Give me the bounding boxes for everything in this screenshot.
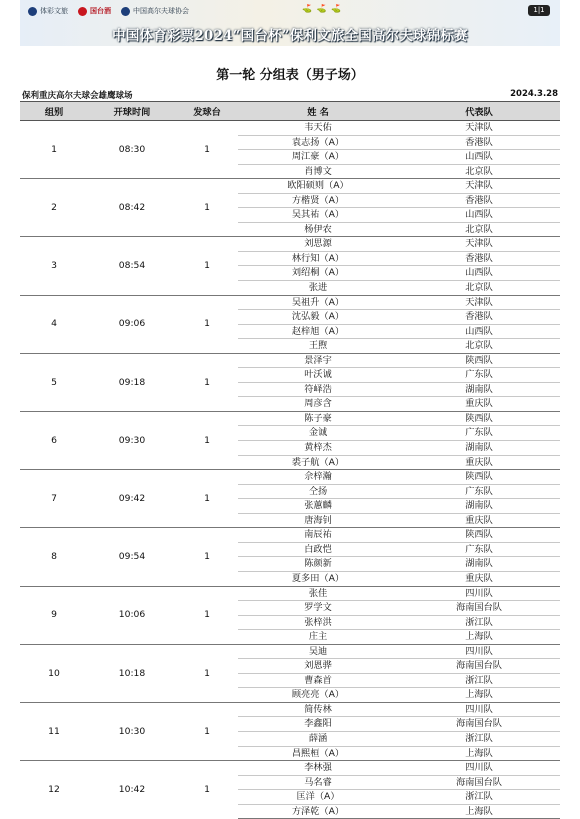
player-name-cell: 唐海钊 bbox=[238, 513, 398, 528]
team-cell: 重庆队 bbox=[398, 571, 560, 586]
player-name-cell: 吴祖升（A） bbox=[238, 295, 398, 310]
team-cell: 上海队 bbox=[398, 630, 560, 645]
schedule-table bbox=[20, 101, 560, 819]
group-cell: 5 bbox=[20, 353, 88, 411]
team-cell: 香港队 bbox=[398, 135, 560, 150]
player-name-cell: 陈子豪 bbox=[238, 411, 398, 426]
player-name-cell: 黄梓杰 bbox=[238, 441, 398, 456]
group-cell: 3 bbox=[20, 237, 88, 295]
player-name-cell: 夏多田（A） bbox=[238, 571, 398, 586]
team-cell: 香港队 bbox=[398, 251, 560, 266]
player-name-cell: 景泽宇 bbox=[238, 353, 398, 368]
group-cell: 10 bbox=[20, 644, 88, 702]
tee-cell: 1 bbox=[176, 644, 238, 702]
player-name-cell: 庄主 bbox=[238, 630, 398, 645]
player-name-cell: 李鑫阳 bbox=[238, 717, 398, 732]
tee-cell: 1 bbox=[176, 528, 238, 586]
table-row bbox=[20, 761, 560, 776]
player-name-cell: 周彦含 bbox=[238, 397, 398, 412]
group-cell: 12 bbox=[20, 761, 88, 819]
team-cell: 香港队 bbox=[398, 193, 560, 208]
column-header-team: 代表队 bbox=[398, 102, 560, 121]
sponsor-logo: 中国高尔夫球协会 bbox=[121, 6, 189, 16]
group-cell: 8 bbox=[20, 528, 88, 586]
team-cell: 陕西队 bbox=[398, 353, 560, 368]
player-name-cell: 杨伊农 bbox=[238, 222, 398, 237]
team-cell: 广东队 bbox=[398, 426, 560, 441]
team-cell: 重庆队 bbox=[398, 397, 560, 412]
tee-time-cell: 09:54 bbox=[88, 528, 176, 586]
team-cell: 四川队 bbox=[398, 644, 560, 659]
player-name-cell: 昌熙桓（A） bbox=[238, 746, 398, 761]
column-header-time: 开球时间 bbox=[88, 102, 176, 121]
team-cell: 上海队 bbox=[398, 688, 560, 703]
group-cell: 7 bbox=[20, 470, 88, 528]
team-cell: 广东队 bbox=[398, 542, 560, 557]
tee-time-cell: 10:42 bbox=[88, 761, 176, 819]
player-name-cell: 张蕙麟 bbox=[238, 499, 398, 514]
player-name-cell: 刘思源 bbox=[238, 237, 398, 252]
team-cell: 北京队 bbox=[398, 339, 560, 354]
venue-label: 保利重庆高尔夫球会雄鹰球场 bbox=[22, 91, 133, 101]
sponsor-logos bbox=[28, 6, 189, 16]
banner-title: 中国体育彩票2024“国台杯”保利文旅全国高尔夫球锦标赛 bbox=[112, 28, 468, 44]
sponsor-logo-icon bbox=[28, 7, 37, 16]
date-label: 2024.3.28 bbox=[510, 89, 558, 99]
player-name-cell: 叶沃诚 bbox=[238, 368, 398, 383]
table-row bbox=[20, 353, 560, 368]
team-cell: 海南国台队 bbox=[398, 775, 560, 790]
player-name-cell: 吴迪 bbox=[238, 644, 398, 659]
tee-cell: 1 bbox=[176, 586, 238, 644]
tee-time-cell: 10:30 bbox=[88, 702, 176, 760]
player-name-cell: 欧阳硕则（A） bbox=[238, 179, 398, 194]
golfer-graphic-icon: ⛳ ⛳ ⛳ bbox=[302, 4, 342, 13]
group-cell: 9 bbox=[20, 586, 88, 644]
player-name-cell: 简传林 bbox=[238, 702, 398, 717]
group-cell: 2 bbox=[20, 179, 88, 237]
player-name-cell: 韦天佑 bbox=[238, 121, 398, 136]
tee-time-cell: 09:06 bbox=[88, 295, 176, 353]
tee-time-cell: 09:42 bbox=[88, 470, 176, 528]
team-cell: 浙江队 bbox=[398, 673, 560, 688]
team-cell: 陕西队 bbox=[398, 528, 560, 543]
banner-badge: 1|1 bbox=[528, 5, 550, 16]
team-cell: 湖南队 bbox=[398, 557, 560, 572]
team-cell: 山西队 bbox=[398, 150, 560, 165]
team-cell: 浙江队 bbox=[398, 615, 560, 630]
player-name-cell: 方楷贤（A） bbox=[238, 193, 398, 208]
team-cell: 天津队 bbox=[398, 179, 560, 194]
team-cell: 浙江队 bbox=[398, 731, 560, 746]
team-cell: 湖南队 bbox=[398, 499, 560, 514]
team-cell: 四川队 bbox=[398, 702, 560, 717]
tee-cell: 1 bbox=[176, 353, 238, 411]
table-row bbox=[20, 295, 560, 310]
sponsor-logo-icon bbox=[121, 7, 130, 16]
player-name-cell: 方泽乾（A） bbox=[238, 804, 398, 819]
player-name-cell: 刘绍桐（A） bbox=[238, 266, 398, 281]
tee-cell: 1 bbox=[176, 295, 238, 353]
group-cell: 11 bbox=[20, 702, 88, 760]
player-name-cell: 顾亮亮（A） bbox=[238, 688, 398, 703]
player-name-cell: 曹森首 bbox=[238, 673, 398, 688]
team-cell: 海南国台队 bbox=[398, 659, 560, 674]
player-name-cell: 罗学文 bbox=[238, 601, 398, 616]
player-name-cell: 南辰祐 bbox=[238, 528, 398, 543]
team-cell: 天津队 bbox=[398, 121, 560, 136]
tee-cell: 1 bbox=[176, 179, 238, 237]
tee-cell: 1 bbox=[176, 411, 238, 469]
team-cell: 天津队 bbox=[398, 237, 560, 252]
table-row bbox=[20, 411, 560, 426]
team-cell: 上海队 bbox=[398, 804, 560, 819]
table-row bbox=[20, 702, 560, 717]
player-name-cell: 赵梓旭（A） bbox=[238, 324, 398, 339]
team-cell: 上海队 bbox=[398, 746, 560, 761]
player-name-cell: 肖博文 bbox=[238, 164, 398, 179]
tee-cell: 1 bbox=[176, 702, 238, 760]
player-name-cell: 薛涵 bbox=[238, 731, 398, 746]
team-cell: 湖南队 bbox=[398, 382, 560, 397]
team-cell: 山西队 bbox=[398, 324, 560, 339]
column-header-name: 姓 名 bbox=[238, 102, 398, 121]
tee-time-cell: 10:06 bbox=[88, 586, 176, 644]
player-name-cell: 王煦 bbox=[238, 339, 398, 354]
event-banner bbox=[20, 0, 560, 46]
player-name-cell: 张梓洪 bbox=[238, 615, 398, 630]
table-row bbox=[20, 528, 560, 543]
schedule-body bbox=[20, 121, 560, 819]
team-cell: 浙江队 bbox=[398, 790, 560, 805]
tee-cell: 1 bbox=[176, 121, 238, 179]
table-row bbox=[20, 237, 560, 252]
tee-cell: 1 bbox=[176, 470, 238, 528]
team-cell: 香港队 bbox=[398, 310, 560, 325]
group-cell: 1 bbox=[20, 121, 88, 179]
player-name-cell: 佘梓瀚 bbox=[238, 470, 398, 485]
table-row bbox=[20, 179, 560, 194]
player-name-cell: 林行知（A） bbox=[238, 251, 398, 266]
player-name-cell: 匡洋（A） bbox=[238, 790, 398, 805]
player-name-cell: 白政恺 bbox=[238, 542, 398, 557]
team-cell: 山西队 bbox=[398, 266, 560, 281]
team-cell: 广东队 bbox=[398, 484, 560, 499]
team-cell: 重庆队 bbox=[398, 455, 560, 470]
player-name-cell: 仝扬 bbox=[238, 484, 398, 499]
player-name-cell: 金诚 bbox=[238, 426, 398, 441]
team-cell: 天津队 bbox=[398, 295, 560, 310]
column-header-tee: 发球台 bbox=[176, 102, 238, 121]
player-name-cell: 张进 bbox=[238, 281, 398, 296]
table-row bbox=[20, 121, 560, 136]
table-row bbox=[20, 470, 560, 485]
tee-time-cell: 08:54 bbox=[88, 237, 176, 295]
player-name-cell: 陈颜新 bbox=[238, 557, 398, 572]
group-cell: 4 bbox=[20, 295, 88, 353]
table-row bbox=[20, 644, 560, 659]
team-cell: 陕西队 bbox=[398, 411, 560, 426]
player-name-cell: 袁志扬（A） bbox=[238, 135, 398, 150]
tee-cell: 1 bbox=[176, 237, 238, 295]
team-cell: 陕西队 bbox=[398, 470, 560, 485]
sponsor-logo: 体彩文旅 bbox=[28, 6, 68, 16]
table-row bbox=[20, 586, 560, 601]
team-cell: 山西队 bbox=[398, 208, 560, 223]
page-title: 第一轮 分组表（男子场） bbox=[216, 68, 364, 83]
team-cell: 广东队 bbox=[398, 368, 560, 383]
player-name-cell: 吴其祐（A） bbox=[238, 208, 398, 223]
player-name-cell: 刘恩骅 bbox=[238, 659, 398, 674]
team-cell: 北京队 bbox=[398, 281, 560, 296]
tee-time-cell: 09:18 bbox=[88, 353, 176, 411]
team-cell: 四川队 bbox=[398, 761, 560, 776]
team-cell: 北京队 bbox=[398, 222, 560, 237]
column-header-group: 组别 bbox=[20, 102, 88, 121]
player-name-cell: 张佳 bbox=[238, 586, 398, 601]
team-cell: 海南国台队 bbox=[398, 601, 560, 616]
team-cell: 四川队 bbox=[398, 586, 560, 601]
player-name-cell: 李林强 bbox=[238, 761, 398, 776]
tee-time-cell: 08:42 bbox=[88, 179, 176, 237]
player-name-cell: 周江豪（A） bbox=[238, 150, 398, 165]
sponsor-logo: 国台酒 bbox=[78, 6, 111, 16]
tee-time-cell: 08:30 bbox=[88, 121, 176, 179]
team-cell: 重庆队 bbox=[398, 513, 560, 528]
team-cell: 湖南队 bbox=[398, 441, 560, 456]
team-cell: 北京队 bbox=[398, 164, 560, 179]
player-name-cell: 沈弘毅（A） bbox=[238, 310, 398, 325]
sponsor-logo-icon bbox=[78, 7, 87, 16]
tee-time-cell: 10:18 bbox=[88, 644, 176, 702]
group-cell: 6 bbox=[20, 411, 88, 469]
table-header-row bbox=[20, 102, 560, 121]
tee-time-cell: 09:30 bbox=[88, 411, 176, 469]
player-name-cell: 符峄浩 bbox=[238, 382, 398, 397]
team-cell: 海南国台队 bbox=[398, 717, 560, 732]
player-name-cell: 马名睿 bbox=[238, 775, 398, 790]
player-name-cell: 裘子航（A） bbox=[238, 455, 398, 470]
tee-cell: 1 bbox=[176, 761, 238, 819]
